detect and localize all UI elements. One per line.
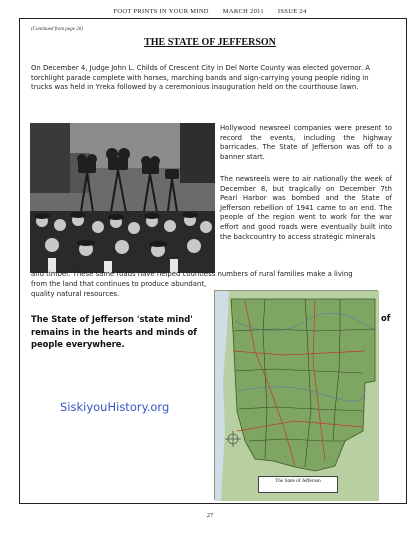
publication-name: FOOT PRINTS IN YOUR MIND — [113, 8, 209, 15]
newsreel-photo — [30, 123, 215, 273]
pull-quote: The State of Jefferson 'state mind' remains in the hearts and minds of people everywhere. — [31, 314, 197, 349]
article-title: THE STATE OF JEFFERSON — [144, 37, 276, 48]
paragraph-newsreels-present: Hollywood newsreel companies were present to record the events, including the highway barricades. The State of Jefferson was off to a banner start. — [220, 124, 392, 161]
page-number: 27 — [206, 512, 214, 519]
issue-number: ISSUE 24 — [277, 8, 307, 15]
issue-date: MARCH 2011 — [222, 8, 264, 15]
siskiyou-history-link[interactable]: SiskiyouHistory.org — [60, 400, 170, 414]
map-caption: The State of Jefferson — [258, 476, 338, 493]
paragraph-pearl-harbor: The newsreels were to air nationally the week of December 8, but tragically on December 7th Pearl Harbor was bombed and the State of Jefferson rebellion of 1941 came to an end. The people of the region went to work for the war effort and good roads were eventually built into the backcountry to access strategic minerals — [220, 175, 392, 241]
paragraph-natural-resources: from the land that continues to produce abundant, quality natural resources. — [31, 280, 207, 298]
paragraph-timber: and timber. These same roads have helped countless numbers of rural families make a living — [31, 270, 353, 278]
pull-quote-of-word: of — [381, 313, 391, 323]
page-header — [0, 8, 420, 15]
jefferson-map-illustration — [215, 291, 379, 501]
paragraph-governor-election: On December 4, Judge John L. Childs of Crescent City in Del Norte County was elected governor. A torchlight parade complete with horses, marching bands and sign-carrying young people riding in trucks was held in Yreka followed by a ceremonious inauguration held on the courthouse lawn. — [31, 64, 370, 92]
newsreel-photo-illustration — [30, 123, 215, 273]
jefferson-map — [214, 290, 378, 500]
continued-note: (Continued from page 26) — [31, 27, 83, 32]
